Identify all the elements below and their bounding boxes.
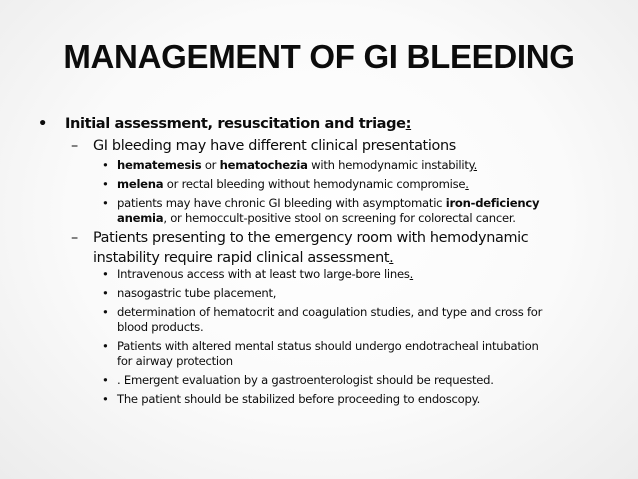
bullet-icon: •	[102, 267, 109, 281]
dash-icon: –	[71, 230, 78, 246]
dash-icon: –	[71, 138, 78, 154]
bullet-icon: •	[102, 373, 109, 387]
bullet-icon: •	[102, 392, 109, 406]
bullet-icon: •	[102, 339, 109, 353]
bullet-icon: •	[102, 286, 109, 300]
bullet-icon: •	[102, 177, 109, 191]
bullet-icon: •	[102, 158, 109, 172]
subpoint-text: GI bleeding may have different clinical presentations	[93, 138, 456, 154]
bullet-icon: •	[38, 115, 47, 132]
subpoint-text: Patients presenting to the emergency room with hemodynamic	[93, 230, 529, 246]
bullet-icon: •	[102, 305, 109, 319]
slide-title: MANAGEMENT OF GI BLEEDING	[63, 38, 575, 75]
section-heading: Initial assessment, resuscitation and triage:	[65, 115, 412, 132]
bullet-icon: •	[102, 196, 109, 210]
